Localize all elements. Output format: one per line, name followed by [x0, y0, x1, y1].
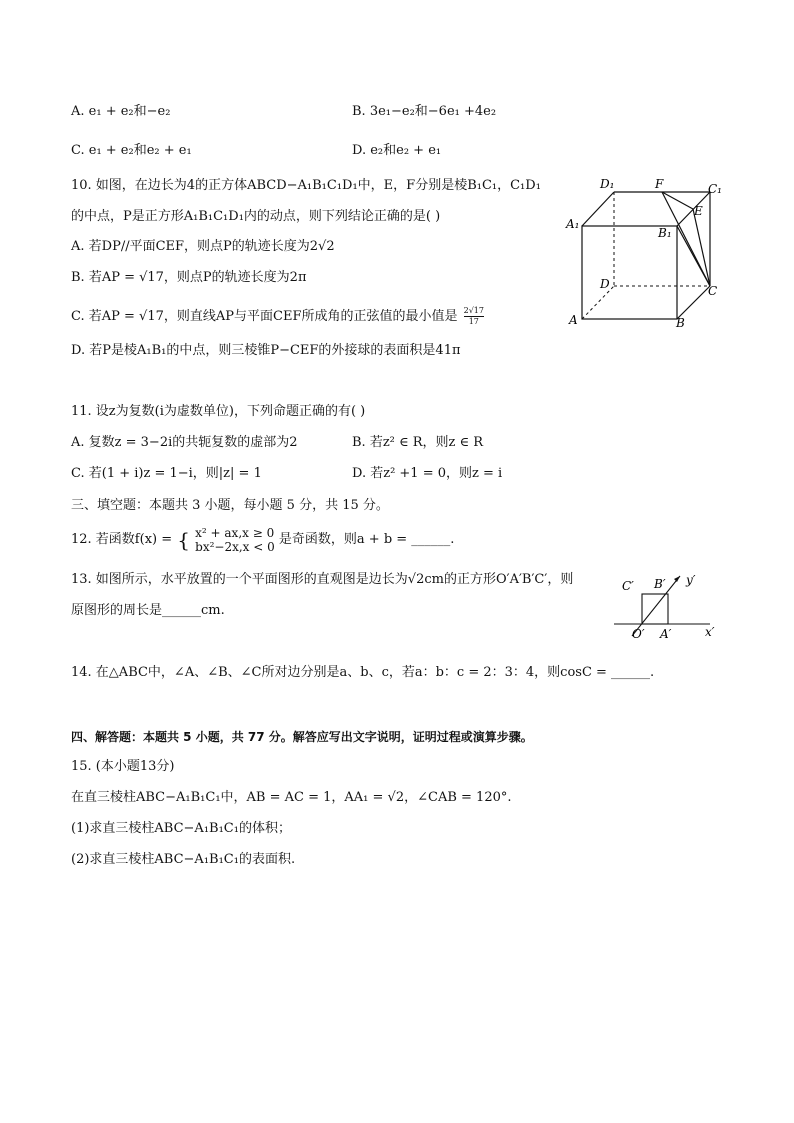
label-f: F — [655, 177, 664, 191]
section-3-heading: 三、填空题：本题共 3 小题，每小题 5 分，共 15 分。 — [71, 498, 389, 513]
q15-part-1: (1)求直三棱柱ABC−A₁B₁C₁的体积； — [71, 821, 291, 836]
label-a1: A₁ — [566, 217, 580, 231]
q11-option-d: D. 若z² +1 = 0，则z = i — [352, 466, 503, 481]
q12-piecewise — [195, 526, 275, 554]
q11-stem: 11. 设z为复数(i为虚数单位)，下列命题正确的有( ) — [71, 404, 366, 419]
q10-stem-line1: 10. 如图，在边长为4的正方体ABCD−A₁B₁C₁D₁中，E，F分别是棱B₁C₁，C₁D₁ — [71, 178, 541, 193]
fraction-denominator: 17 — [468, 317, 479, 326]
label-y-prime: y′ — [686, 573, 696, 587]
q10-option-a: A. 若DP//平面CEF，则点P的轨迹长度为2√2 — [71, 239, 335, 254]
q12-case-2: bx²−2x,x < 0 — [195, 540, 275, 554]
q10-option-c-fraction — [464, 306, 484, 327]
q13-line2: 原图形的周长是______cm. — [71, 603, 225, 618]
label-x-prime: x′ — [705, 625, 715, 639]
label-e: E — [694, 204, 703, 218]
q15-title: 15. (本小题13分) — [71, 759, 175, 774]
label-c1: C₁ — [708, 182, 722, 196]
q9-option-c: C. e₁ + e₂和e₂ + e₁ — [71, 143, 192, 158]
label-c: C — [708, 284, 718, 298]
segment-e-c — [693, 209, 710, 286]
q10-option-d: D. 若P是棱A₁B₁的中点，则三棱锥P−CEF的外接球的表面积是41π — [71, 343, 461, 358]
label-b1: B₁ — [658, 226, 672, 240]
edge-a1-d1 — [582, 192, 614, 226]
q12-suffix: 是奇函数，则a + b = ______. — [278, 532, 455, 547]
q10-option-b: B. 若AP = √17，则点P的轨迹长度为2π — [71, 270, 307, 285]
label-d: D — [600, 277, 610, 291]
q9-option-b: B. 3e₁−e₂和−6e₁ +4e₂ — [352, 104, 497, 119]
edge-b-c — [677, 286, 710, 319]
q11-option-b: B. 若z² ∈ R，则z ∈ R — [352, 435, 484, 450]
segment-b1-c — [677, 226, 710, 286]
label-b-prime: B′ — [654, 577, 666, 591]
q10-option-c-text: C. 若AP = √17，则直线AP与平面CEF所成角的正弦值的最小值是 — [71, 309, 458, 324]
label-d1: D₁ — [600, 177, 615, 191]
q9-option-a: A. e₁ + e₂和−e₂ — [71, 104, 171, 119]
q15-stem: 在直三棱柱ABC−A₁B₁C₁中，AB = AC = 1，AA₁ = √2，∠CAB = 120°. — [71, 790, 512, 805]
label-b: B — [676, 316, 685, 330]
q10-stem-line2: 的中点，P是正方形A₁B₁C₁D₁内的动点，则下列结论正确的是( ) — [71, 209, 441, 224]
label-c-prime: C′ — [622, 579, 634, 593]
brace-symbol: { — [177, 528, 190, 552]
label-a-prime: A′ — [660, 627, 672, 641]
q14-line: 14. 在△ABC中，∠A、∠B、∠C所对边分别是a、b、c，若a：b：c = 2：3：4，则cosC = ______. — [71, 665, 655, 680]
section-4-heading: 四、解答题：本题共 5 小题，共 77 分。解答应写出文字说明，证明过程或演算步骤。 — [71, 730, 533, 744]
q12-prefix: 12. 若函数f(x) = — [71, 532, 173, 547]
q12-line — [71, 525, 454, 559]
q11-option-a: A. 复数z = 3−2i的共轭复数的虚部为2 — [71, 435, 298, 450]
q10-option-c — [71, 306, 484, 327]
q9-option-d: D. e₂和e₂ + e₁ — [352, 143, 442, 158]
label-a: A — [569, 313, 578, 327]
y-axis-arrow — [674, 576, 680, 582]
label-o-prime: O′ — [632, 627, 645, 641]
cube-figure — [560, 172, 730, 334]
q11-option-c: C. 若(1 + i)z = 1−i，则|z| = 1 — [71, 466, 262, 481]
q15-part-2: (2)求直三棱柱ABC−A₁B₁C₁的表面积. — [71, 852, 296, 867]
q13-line1: 13. 如图所示，水平放置的一个平面图形的直观图是边长为√2cm的正方形O′A′B′C′，则 — [71, 572, 574, 587]
fraction-numerator: 2√17 — [463, 306, 484, 315]
q12-case-1: x² + ax,x ≥ 0 — [195, 526, 275, 540]
q13-figure — [610, 568, 740, 644]
